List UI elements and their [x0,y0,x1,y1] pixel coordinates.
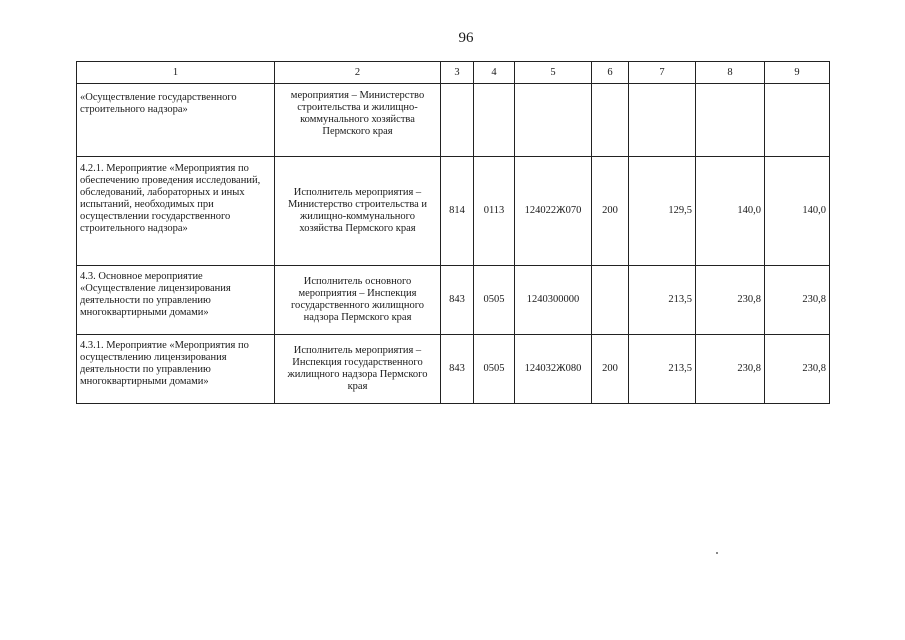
amount-year2-cell [696,84,765,157]
section-code-cell: 0505 [474,335,515,404]
executor-cell: мероприятия – Министерство строительства и жилищно-коммунального хозяйства Пермского края [275,84,441,157]
budget-table [76,61,830,404]
expense-type-cell [592,266,629,335]
table-row [77,266,830,335]
amount-year1-cell [629,84,696,157]
col-header-2: 2 [275,62,441,84]
expense-type-cell [592,84,629,157]
col-header-5: 5 [515,62,592,84]
amount-year3-cell: 230,8 [765,266,830,335]
expense-type-cell: 200 [592,335,629,404]
admin-code-cell: 843 [441,335,474,404]
col-header-6: 6 [592,62,629,84]
col-header-9: 9 [765,62,830,84]
scan-artifact [716,552,718,554]
table-row [77,84,830,157]
target-code-cell: 124022Ж070 [515,157,592,266]
col-header-8: 8 [696,62,765,84]
amount-year1-cell: 213,5 [629,266,696,335]
header-row [77,62,830,84]
table-row [77,157,830,266]
amount-year1-cell: 129,5 [629,157,696,266]
amount-year3-cell: 230,8 [765,335,830,404]
activity-name: 4.3.1. Мероприятие «Мероприятия по осуществлению лицензирования деятельности по управлению многоквартирными домами» [77,335,275,404]
table-row [77,335,830,404]
section-code-cell [474,84,515,157]
executor-cell: Исполнитель мероприятия – Инспекция государственного жилищного надзора Пермского края [275,335,441,404]
col-header-4: 4 [474,62,515,84]
activity-name: 4.2.1. Мероприятие «Мероприятия по обеспечению проведения исследований, обследований, лабораторных и иных испытаний, необходимых при осуществлении государственного строительного надзора» [77,157,275,266]
col-header-1: 1 [77,62,275,84]
executor-cell: Исполнитель основного мероприятия – Инспекция государственного жилищного надзора Пермского края [275,266,441,335]
activity-name: «Осуществление государственного строительного надзора» [77,84,275,157]
target-code-cell: 124032Ж080 [515,335,592,404]
executor-cell: Исполнитель мероприятия – Министерство строительства и жилищно-коммунального хозяйства Пермского края [275,157,441,266]
amount-year3-cell: 140,0 [765,157,830,266]
amount-year2-cell: 140,0 [696,157,765,266]
section-code-cell: 0505 [474,266,515,335]
col-header-7: 7 [629,62,696,84]
amount-year2-cell: 230,8 [696,335,765,404]
section-code-cell: 0113 [474,157,515,266]
page-number: 96 [458,30,474,46]
activity-name: 4.3. Основное мероприятие «Осуществление лицензирования деятельности по управлению многоквартирными домами» [77,266,275,335]
amount-year2-cell: 230,8 [696,266,765,335]
target-code-cell [515,84,592,157]
target-code-cell: 1240300000 [515,266,592,335]
admin-code-cell: 843 [441,266,474,335]
admin-code-cell [441,84,474,157]
amount-year3-cell [765,84,830,157]
expense-type-cell: 200 [592,157,629,266]
col-header-3: 3 [441,62,474,84]
amount-year1-cell: 213,5 [629,335,696,404]
admin-code-cell: 814 [441,157,474,266]
